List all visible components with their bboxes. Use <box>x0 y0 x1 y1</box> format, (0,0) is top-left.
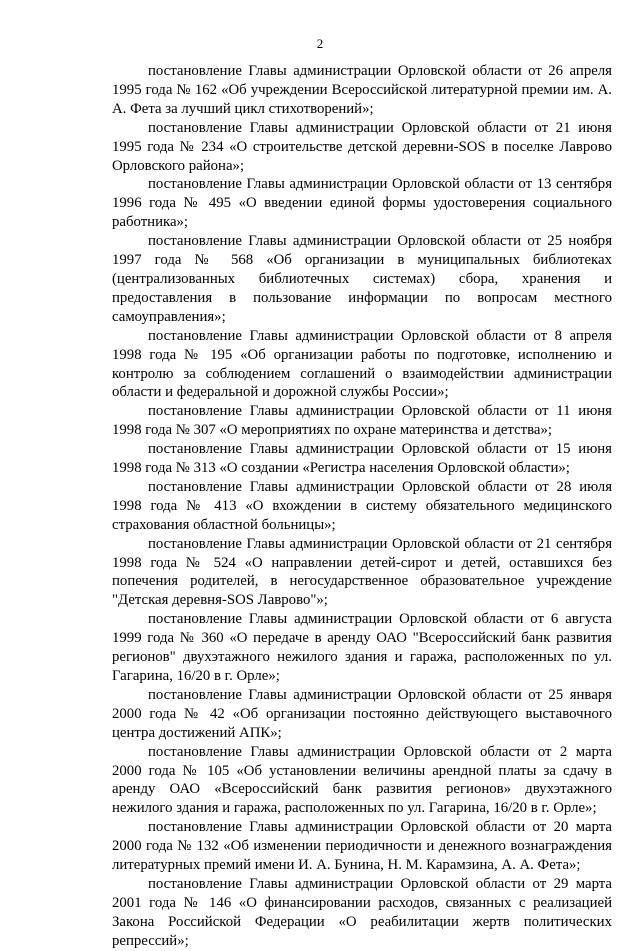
page-number: 2 <box>316 36 324 51</box>
resolution-paragraph: постановление Главы администрации Орловской области от 25 января 2000 года № 42 «Об организации постоянно действующего выставочного центра достижений АПК»; <box>112 686 612 741</box>
resolution-paragraph: постановление Главы администрации Орловской области от 25 ноября 1997 года № 568 «Об организации в муниципальных библиотеках (централизованных библиотечных системах) сбора, хранения и предоставления в пользование информации по вопросам местного самоуправления»; <box>112 233 612 325</box>
resolution-paragraph: постановление Главы администрации Орловской области от 29 марта 2001 года № 146 «О финансировании расходов, связанных с реализацией Закона Российской Федерации «О реабилитации жертв политических репрессий»; <box>112 875 612 949</box>
resolution-paragraph: постановление Главы администрации Орловской области от 15 июня 1998 года № 313 «О создании «Регистра населения Орловской области»; <box>112 441 612 477</box>
resolution-paragraph: постановление Главы администрации Орловской области от 8 апреля 1998 года № 195 «Об организации работы по подготовке, исполнению и контролю за соблюдением соглашений о взаимодействии администрации области и федеральной и дорожной службы России»; <box>112 327 612 401</box>
resolution-paragraph: постановление Главы администрации Орловской области от 26 апреля 1995 года № 162 «Об учреждении Всероссийской литературной премии им. А. А. Фета за лучший цикл стихотворений»; <box>112 63 612 117</box>
resolution-paragraph: постановление Главы администрации Орловской области от 11 июня 1998 года № 307 «О мероприятиях по охране материнства и детства»; <box>112 403 612 439</box>
resolution-paragraph: постановление Главы администрации Орловской области от 13 сентября 1996 года № 495 «О введении единой формы удостоверения социального работника»; <box>112 176 612 231</box>
resolution-paragraph: постановление Главы администрации Орловской области от 21 июня 1995 года № 234 «О строительстве детской деревни-SOS в поселке Лаврово Орловского района»; <box>112 119 612 174</box>
resolution-paragraph: постановление Главы администрации Орловской области от 20 марта 2000 года № 132 «Об изменении периодичности и денежного вознаграждения литературных премий имени И. А. Бунина, Н. М. Карамзина, А. А. Фета»; <box>112 819 612 874</box>
resolution-paragraph: постановление Главы администрации Орловской области от 21 сентября 1998 года № 524 «О направлении детей-сирот и детей, оставшихся без попечения родителей, в негосударственное образовательное учреждение "Детская деревня-SOS Лаврово"»; <box>112 535 612 609</box>
resolution-paragraph: постановление Главы администрации Орловской области от 28 июля 1998 года № 413 «О вхождении в систему обязательного медицинского страхования областной больницы»; <box>112 478 612 533</box>
document-body <box>112 62 612 951</box>
resolution-paragraph: постановление Главы администрации Орловской области от 2 марта 2000 года № 105 «Об установлении величины арендной платы за сдачу в аренду ОАО «Всероссийский банк развития регионов» двухэтажного нежилого здания и гаража, расположенных по ул. Гагарина, 16/20 в г. Орле»; <box>112 743 612 817</box>
resolution-paragraph: постановление Главы администрации Орловской области от 6 августа 1999 года № 360 «О передаче в аренду ОАО "Всероссийский банк развития регионов" двухэтажного нежилого здания и гаража, расположенных по ул. Гагарина, 16/20 в г. Орле»; <box>112 611 612 684</box>
